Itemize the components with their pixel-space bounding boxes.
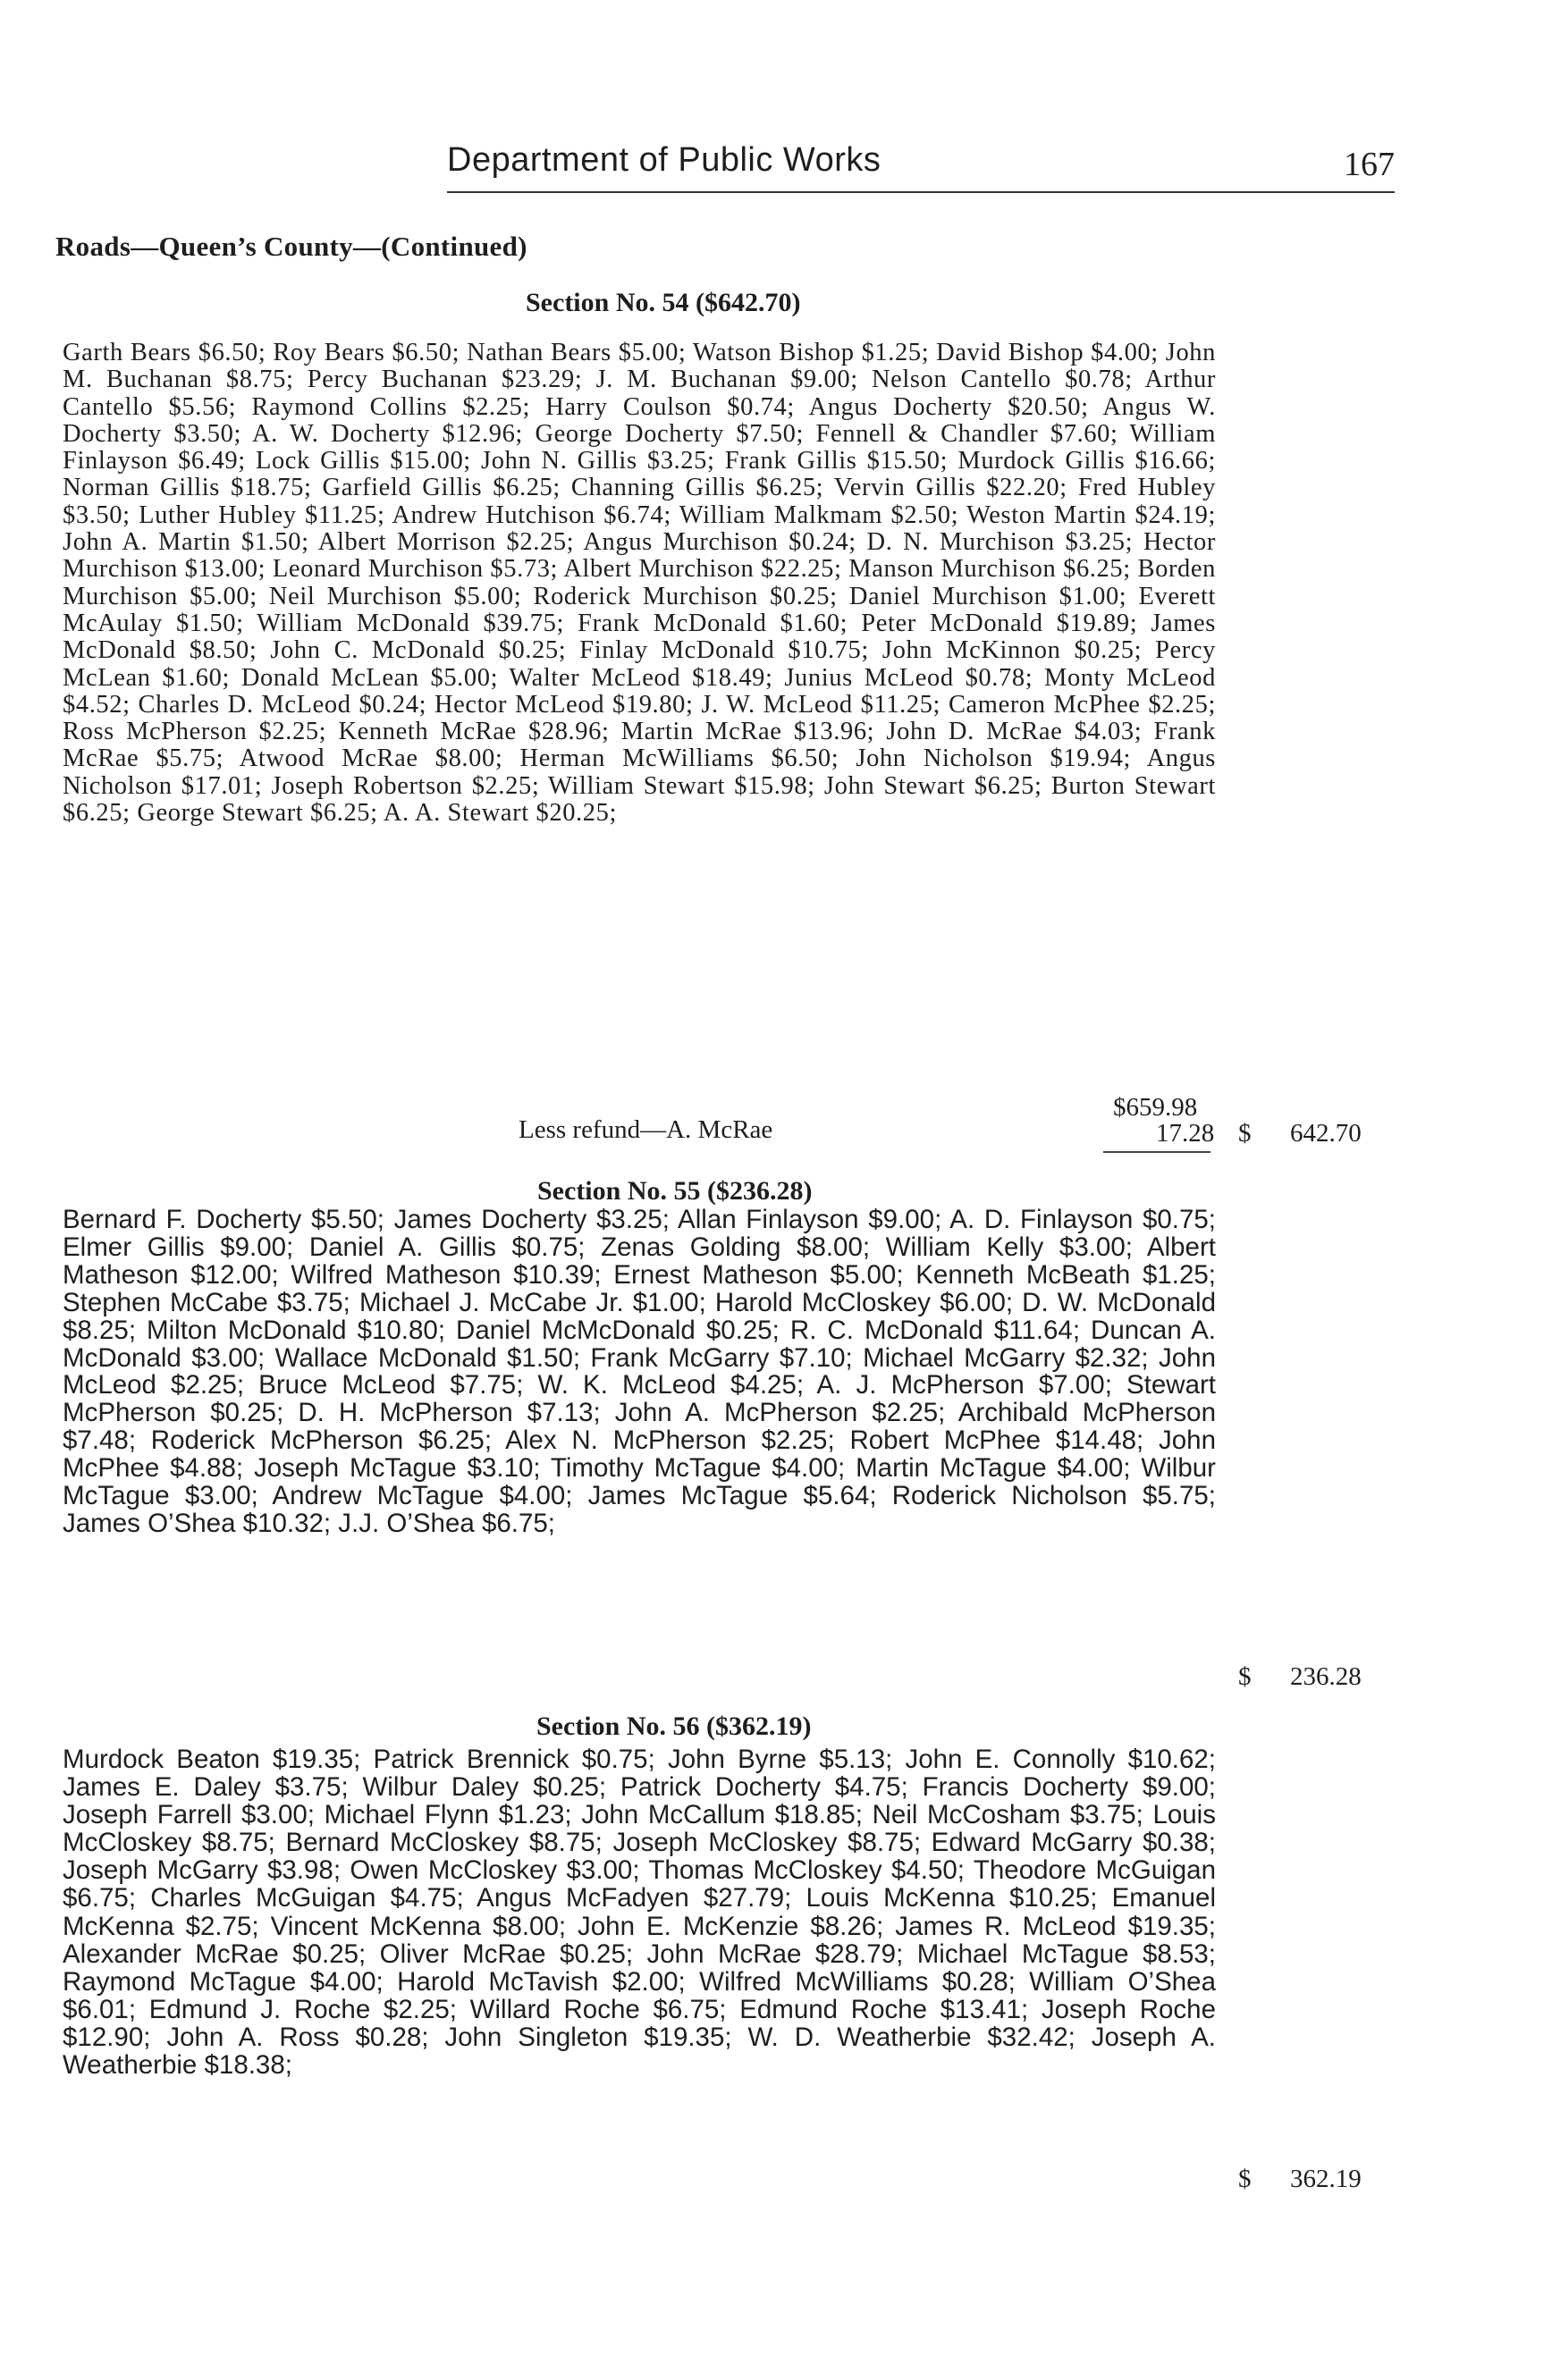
section-56-total-symbol: $ — [1238, 2165, 1252, 2193]
section-54-body: Garth Bears $6.50; Roy Bears $6.50; Nathan Bears $5.00; Watson Bishop $1.25; David Bishop $4.00; John M. Buchanan $8.75; Percy Buchanan $23.29; J. M. Buchanan $9.00; Nelson Cantello $0.78; Arthur Cantello $5.56; Raymond Collins $2.25; Harry Coulson $0.74; Angus Docherty $20.50; Angus W. Docherty $3.50; A. W. Docherty $12.96; George Docherty $7.50; Fennell & Chandler $7.60; William Finlayson $6.49; Lock Gillis $15.00; John N. Gillis $3.25; Frank Gillis $15.50; Murdock Gillis $16.66; Norman Gillis $18.75; Garfield Gillis $6.25; Channing Gillis $6.25; Vervin Gillis $22.20; Fred Hubley $3.50; Luther Hubley $11.25; Andrew Hutchison $6.74; William Malkmam $2.50; Weston Martin $24.19; John A. Martin $1.50; Albert Morrison $2.25; Angus Murchison $0.24; D. N. Murchison $3.25; Hector Murchison $13.00; Leonard Murchison $5.73; Albert Murchison $22.25; Manson Murchison $6.25; Borden Murchison $5.00; Neil Murchison $5.00; Roderick Murchison $0.25; Daniel Murchison $1.00; Everett McAulay $1.50; William McDonald $39.75; Frank McDonald $1.60; Peter McDonald $19.89; James McDonald $8.50; John C. McDonald $0.25; Finlay McDonald $10.75; John McKinnon $0.25; Percy McLean $1.60; Donald McLean $5.00; Walter McLeod $18.49; Junius McLeod $0.78; Monty McLeod $4.52; Charles D. McLeod $0.24; Hector McLeod $19.80; J. W. McLeod $11.25; Cameron McPhee $2.25; Ross McPherson $2.25; Kenneth McRae $28.96; Martin McRae $13.96; John D. McRae $4.03; Frank McRae $5.75; Atwood McRae $8.00; Herman McWilliams $6.50; John Nicholson $19.94; Angus Nicholson $17.01; Joseph Robertson $2.25; William Stewart $15.98; John Stewart $6.25; Burton Stewart $6.25; George Stewart $6.25; A. A. Stewart $20.25; — [63, 339, 1216, 828]
section-56-total — [1238, 2165, 1362, 2194]
section-54-refund-amount: 17.28 — [1156, 1119, 1215, 1148]
section-54-total-symbol: $ — [1238, 1119, 1252, 1148]
section-54-refund-label: Less refund—A. McRae — [519, 1115, 773, 1144]
section-56-body: Murdock Beaton $19.35; Patrick Brennick $0.75; John Byrne $5.13; John E. Connolly $10.62; James E. Daley $3.75; Wilbur Daley $0.25; Patrick Docherty $4.75; Francis Docherty $9.00; Joseph Farrell $3.00; Michael Flynn $1.23; John McCallum $18.85; Neil McCosham $3.75; Louis McCloskey $8.75; Bernard McCloskey $8.75; Joseph McCloskey $8.75; Edward McGarry $0.38; Joseph McGarry $3.98; Owen McCloskey $3.00; Thomas McCloskey $4.50; Theodore McGuigan $6.75; Charles McGuigan $4.75; Angus McFadyen $27.79; Louis McKenna $10.25; Emanuel McKenna $2.75; Vincent McKenna $8.00; John E. McKenzie $8.26; James R. McLeod $19.35; Alexander McRae $0.25; Oliver McRae $0.25; John McRae $28.79; Michael McTague $8.53; Raymond McTague $4.00; Harold McTavish $2.00; Wilfred McWilliams $0.28; William O’Shea $6.01; Edmund J. Roche $2.25; Willard Roche $6.75; Edmund Roche $13.41; Joseph Roche $12.90; John A. Ross $0.28; John Singleton $19.35; W. D. Weatherbie $32.42; Joseph A. Weatherbie $18.38; — [63, 1745, 1216, 2081]
section-54-heading: Section No. 54 ($642.70) — [526, 288, 801, 317]
section-56-heading: Section No. 56 ($362.19) — [536, 1711, 812, 1741]
section-56-total-value: 362.19 — [1290, 2165, 1362, 2193]
section-55-body: Bernard F. Docherty $5.50; James Docherty $3.25; Allan Finlayson $9.00; A. D. Finlayson $0.75; Elmer Gillis $9.00; Daniel A. Gillis $0.75; Zenas Golding $8.00; William Kelly $3.00; Albert Matheson $12.00; Wilfred Matheson $10.39; Ernest Matheson $5.00; Kenneth McBeath $1.25; Stephen McCabe $3.75; Michael J. McCabe Jr. $1.00; Harold McCloskey $6.00; D. W. McDonald $8.25; Milton McDonald $10.80; Daniel McMcDonald $0.25; R. C. McDonald $11.64; Duncan A. McDonald $3.00; Wallace McDonald $1.50; Frank McGarry $7.10; Michael McGarry $2.32; John McLeod $2.25; Bruce McLeod $7.75; W. K. McLeod $4.25; A. J. McPherson $7.00; Stewart McPherson $0.25; D. H. McPherson $7.13; John A. McPherson $2.25; Archibald McPherson $7.48; Roderick McPherson $6.25; Alex N. McPherson $2.25; Robert McPhee $14.48; John McPhee $4.88; Joseph McTague $3.10; Timothy McTague $4.00; Martin McTague $4.00; Wilbur McTague $3.00; Andrew McTague $4.00; James McTague $5.64; Roderick Nicholson $5.75; James O’Shea $10.32; J.J. O’Shea $6.75; — [63, 1205, 1216, 1538]
section-55-total — [1238, 1662, 1362, 1692]
section-heading: Roads—Queen’s County—(Continued) — [55, 231, 527, 262]
section-55-total-value: 236.28 — [1290, 1662, 1362, 1691]
page-title: Department of Public Works — [447, 141, 881, 179]
section-54-total-value: 642.70 — [1290, 1119, 1362, 1148]
page-number: 167 — [1344, 146, 1395, 183]
header-rule — [447, 191, 1395, 193]
section-54-total — [1238, 1119, 1362, 1148]
section-54-subtotal: $659.98 — [1113, 1093, 1198, 1122]
section-55-total-symbol: $ — [1238, 1662, 1252, 1691]
section-54-subtotal-rule — [1103, 1151, 1210, 1153]
section-55-heading: Section No. 55 ($236.28) — [537, 1176, 813, 1206]
